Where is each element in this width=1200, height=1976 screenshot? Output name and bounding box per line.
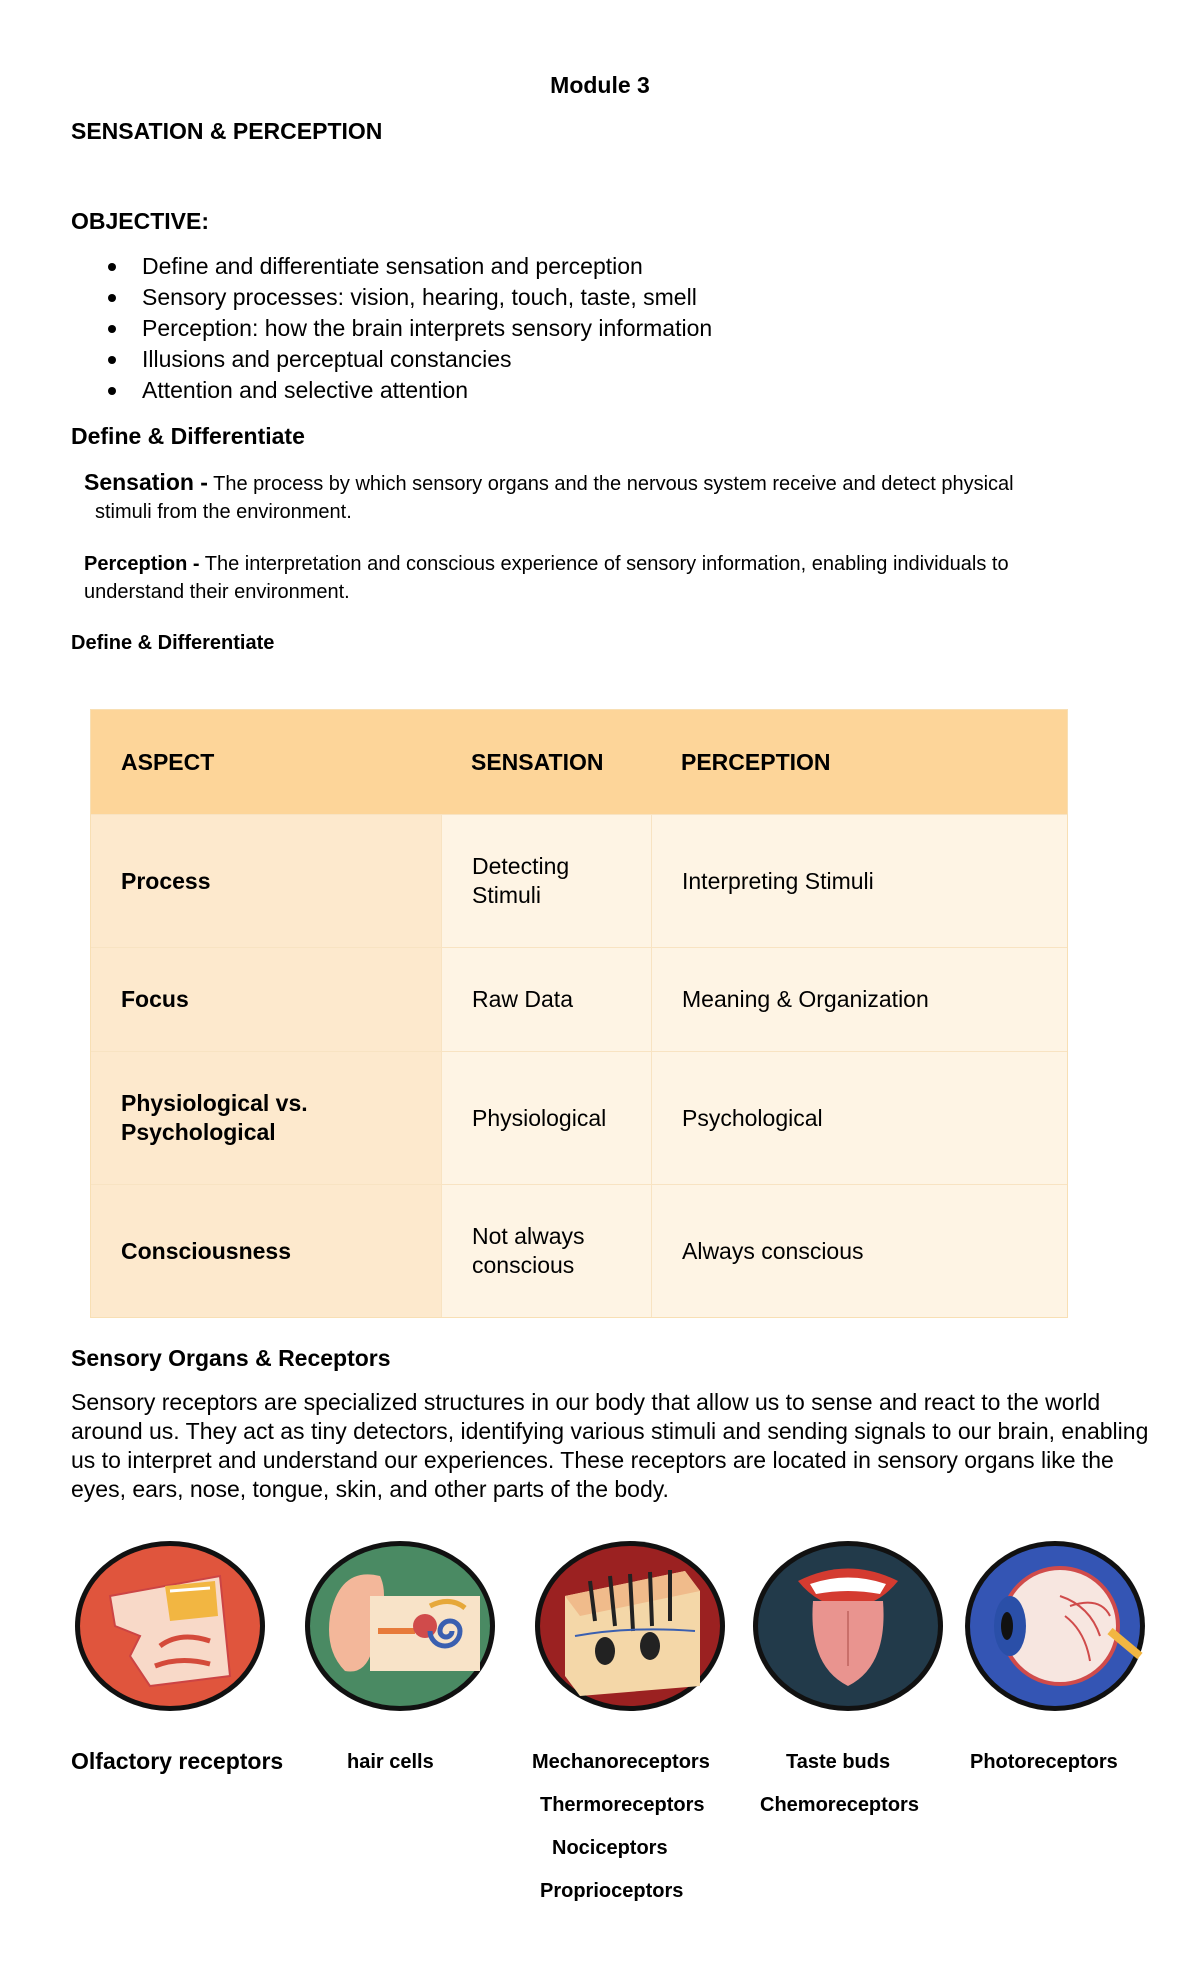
sensation-term: Sensation - [84,469,208,495]
objective-item: Perception: how the brain interprets sensory information [108,313,712,344]
table-cell: Meaning & Organization [651,948,1067,1051]
table-cell: Process [91,815,441,947]
ear-icon [300,1536,500,1716]
header-perception: PERCEPTION [681,748,831,775]
table-row [91,814,1067,947]
perception-definition [84,550,1104,606]
header-aspect: ASPECT [121,748,215,775]
table-cell: Psychological [651,1052,1067,1184]
table-row [91,1184,1067,1317]
label-photoreceptors: Photoreceptors [970,1751,1118,1773]
tongue-icon [748,1536,948,1716]
perception-term: Perception - [84,553,200,575]
label-chemoreceptors: Chemoreceptors [760,1794,919,1816]
label-nociceptors: Nociceptors [552,1837,668,1859]
nose-icon [70,1536,270,1716]
objective-item: Define and differentiate sensation and perception [108,251,712,282]
table-row [91,947,1067,1051]
label-taste-buds: Taste buds [786,1751,891,1773]
table-cell: Detecting Stimuli [441,815,651,947]
objective-item: Sensory processes: vision, hearing, touch, taste, smell [108,282,712,313]
table-cell: Raw Data [441,948,651,1051]
table-cell: Always conscious [651,1185,1067,1317]
table-cell: Not always conscious [441,1185,651,1317]
define-heading-2: Define & Differentiate [71,632,275,654]
sensation-text-2: stimuli from the environment. [95,501,352,523]
table-cell: Focus [91,948,441,1051]
objective-heading: OBJECTIVE: [71,208,210,234]
label-proprioceptors: Proprioceptors [540,1880,684,1902]
define-heading: Define & Differentiate [71,423,305,449]
page-title: SENSATION & PERCEPTION [71,118,383,144]
header-sensation: SENSATION [471,748,604,775]
table-header-row [91,710,1067,814]
table-cell: Interpreting Stimuli [651,815,1067,947]
label-thermoreceptors: Thermoreceptors [540,1794,705,1816]
eye-icon [960,1536,1150,1716]
skin-icon [530,1536,730,1716]
organs-heading: Sensory Organs & Receptors [71,1345,391,1371]
label-hair-cells: hair cells [347,1751,434,1773]
table-cell: Physiological [441,1052,651,1184]
objective-item: Illusions and perceptual constancies [108,344,712,375]
sensation-definition [84,468,1104,526]
table-cell: Physiological vs. Psychological [91,1052,441,1184]
label-mechanoreceptors: Mechanoreceptors [532,1751,710,1773]
table-row [91,1051,1067,1184]
objective-item: Attention and selective attention [108,375,712,406]
organs-paragraph: Sensory receptors are specialized structures in our body that allow us to sense and react to the world around us. They act as tiny detectors, identifying various stimuli and sending signals to our brain, enabling us to interpret and understand our experiences. These receptors are located in sensory organs like the eyes, ears, nose, tongue, skin, and other parts of the body. [71,1389,1149,1502]
label-olfactory: Olfactory receptors [71,1748,284,1774]
perception-text-2: understand their environment. [84,581,350,603]
table-cell: Consciousness [91,1185,441,1317]
comparison-table [90,709,1068,1318]
objectives-list [108,251,712,406]
perception-text-1: The interpretation and conscious experience of sensory information, enabling individuals to [199,553,1009,575]
module-label: Module 3 [550,72,650,98]
sensation-text-1: The process by which sensory organs and the nervous system receive and detect physical [207,473,1014,495]
